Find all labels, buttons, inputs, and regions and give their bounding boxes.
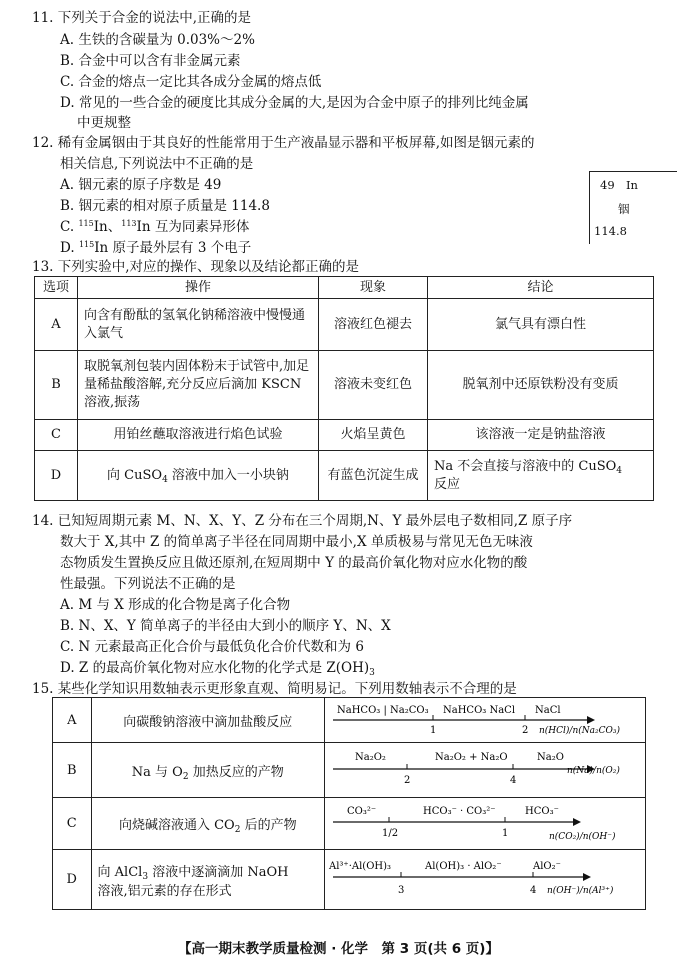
row-description: 向 AlCl$_3$ 溶液中逐滴滴加 NaOH 溶液,铝元素的存在形式 (91, 850, 324, 910)
table-row (35, 420, 654, 451)
q14-stem: 14. 已知短周期元素 M、N、X、Y、Z 分布在三个周期,N、Y 最外层电子数相同,Z 原子序 (32, 513, 573, 529)
axis-label: n(CO₂)/n(OH⁻) (549, 831, 616, 842)
row-option: C (35, 420, 78, 451)
row-option: B (35, 351, 78, 420)
row-description: 向碳酸钠溶液中滴加盐酸反应 (91, 698, 324, 743)
row-phenomenon: 溶液红色褪去 (319, 299, 428, 351)
table-row (53, 850, 646, 910)
q11-option-c: C. 合金的熔点一定比其各成分金属的熔点低 (60, 74, 322, 90)
axis-region-label: HCO₃⁻ (525, 805, 559, 817)
row-operation: 向 CuSO$_4$ 溶液中加入一小块钠 (78, 451, 319, 501)
q11-option-d: D. 常见的一些合金的硬度比其成分金属的大,是因为合金中原子的排列比纯金属 (60, 95, 529, 111)
axis-region-label: Na₂O₂ (355, 752, 386, 763)
q12-stem-cont: 相关信息,下列说法中不正确的是 (60, 156, 254, 172)
axis-tick-label: 1 (502, 827, 509, 839)
axis-region-label: Al³⁺·Al(OH)₃ (329, 860, 392, 872)
q11-option-d-cont: 中更规整 (77, 115, 131, 131)
number-axis-a (325, 698, 646, 743)
table-row (53, 798, 646, 850)
q12-option-a: A. 铟元素的原子序数是 49 (60, 177, 222, 193)
axis-region-label: CO₃²⁻ (347, 805, 377, 817)
q14-stem-3: 态物质发生置换反应且做还原剂,在短周期中 Y 的最高价氧化物对应水化物的酸 (60, 555, 528, 571)
q13-header-conclusion: 结论 (428, 277, 654, 299)
row-option: B (53, 743, 92, 798)
row-operation: 用铂丝蘸取溶液进行焰色试验 (78, 420, 319, 451)
q15-stem: 15. 某些化学知识用数轴表示更形象直观、简明易记。下列用数轴表示不合理的是 (32, 681, 517, 697)
row-operation: 向含有酚酞的氢氧化钠稀溶液中慢慢通入氯气 (78, 299, 319, 351)
q12-option-d: D. $^{115}$In 原子最外层有 3 个电子 (60, 240, 252, 256)
axis-region-label: Al(OH)₃ · AlO₂⁻ (425, 860, 502, 872)
q15-table (52, 697, 646, 910)
row-description: 向烧碱溶液通入 $CO_2$ 后的产物 (91, 798, 324, 850)
row-option: C (53, 798, 92, 850)
row-conclusion: 该溶液一定是钠盐溶液 (428, 420, 654, 451)
q12-option-c: C. $^{115}$In、$^{113}$In 互为同素异形体 (60, 219, 250, 235)
axis-label: n(OH⁻)/n(Al³⁺) (547, 885, 614, 896)
row-phenomenon: 有蓝色沉淀生成 (319, 451, 428, 501)
table-row (35, 299, 654, 351)
row-operation: 取脱氧剂包装内固体粉末于试管中,加足量稀盐酸溶解,充分反应后滴加 KSCN 溶液,振荡 (78, 351, 319, 420)
axis-tick-label: 1 (430, 725, 437, 736)
axis-region-label: Na₂O₂ + Na₂O (435, 752, 508, 763)
q11-stem: 11. 下列关于合金的说法中,正确的是 (32, 10, 252, 26)
element-symbol: In (626, 178, 638, 192)
row-conclusion: Na 不会直接与溶液中的 CuSO$_4$ 反应 (428, 451, 654, 501)
q14-option-d: D. Z 的最高价氧化物对应水化物的化学式是 $Z(OH)_3$ (60, 660, 375, 678)
q12-option-b: B. 铟元素的相对原子质量是 114.8 (60, 198, 270, 214)
element-number: 49 (600, 178, 615, 192)
q12-stem: 12. 稀有金属铟由于其良好的性能常用于生产液晶显示器和平板屏幕,如图是铟元素的 (32, 135, 535, 151)
row-option: A (35, 299, 78, 351)
q13-header-option: 选项 (35, 277, 78, 299)
number-axis-c (325, 798, 646, 850)
row-conclusion: 脱氧剂中还原铁粉没有变质 (428, 351, 654, 420)
axis-label: n(Na)/n(O₂) (567, 766, 620, 776)
row-option: D (35, 451, 78, 501)
q11-option-b: B. 合金中可以含有非金属元素 (60, 53, 241, 69)
element-card-indium (589, 171, 677, 244)
q13-table (34, 276, 654, 501)
row-conclusion: 氯气具有漂白性 (428, 299, 654, 351)
page-footer: 【高一期末教学质量检测 · 化学 第 3 页(共 6 页)】 (178, 941, 499, 957)
axis-region-label: AlO₂⁻ (533, 860, 561, 872)
axis-tick-label: 2 (522, 725, 529, 736)
table-row (53, 698, 646, 743)
table-row (53, 743, 646, 798)
axis-region-label: HCO₃⁻ · CO₃²⁻ (423, 805, 496, 817)
number-axis-b (325, 743, 646, 798)
table-row (35, 351, 654, 420)
axis-label: n(HCl)/n(Na₂CO₃) (539, 726, 621, 736)
axis-tick-label: 4 (530, 884, 537, 896)
element-name: 铟 (618, 202, 630, 216)
row-description: Na 与 $O_2$ 加热反应的产物 (91, 743, 324, 798)
q13-header-operation: 操作 (78, 277, 319, 299)
axis-tick-label: 4 (510, 775, 517, 786)
q13-stem: 13. 下列实验中,对应的操作、现象以及结论都正确的是 (32, 259, 360, 275)
element-mass: 114.8 (594, 224, 627, 238)
number-axis-d (325, 850, 646, 910)
axis-region-label: NaHCO₃ | Na₂CO₃ (337, 705, 429, 716)
row-option: D (53, 850, 92, 910)
q14-option-a: A. M 与 X 形成的化合物是离子化合物 (60, 597, 291, 613)
table-row (35, 451, 654, 501)
axis-region-label: NaCl (535, 705, 561, 716)
q13-header-phenomenon: 现象 (319, 277, 428, 299)
row-phenomenon: 溶液未变红色 (319, 351, 428, 420)
axis-region-label: Na₂O (537, 752, 564, 763)
row-phenomenon: 火焰呈黄色 (319, 420, 428, 451)
axis-tick-label: 1/2 (382, 827, 399, 839)
row-option: A (53, 698, 92, 743)
q11-option-a: A. 生铁的含碳量为 0.03%～2% (60, 32, 255, 48)
axis-tick-label: 3 (398, 884, 405, 896)
axis-region-label: NaHCO₃ NaCl (443, 705, 516, 716)
q14-stem-4: 性最强。下列说法不正确的是 (60, 576, 236, 592)
q14-option-b: B. N、X、Y 简单离子的半径由大到小的顺序 Y、N、X (60, 618, 391, 634)
q14-stem-2: 数大于 X,其中 Z 的简单离子半径在同周期中最小,X 单质极易与常见无色无味液 (60, 534, 533, 550)
q14-option-c: C. N 元素最高正化合价与最低负化合价代数和为 6 (60, 639, 364, 655)
axis-tick-label: 2 (404, 775, 411, 786)
